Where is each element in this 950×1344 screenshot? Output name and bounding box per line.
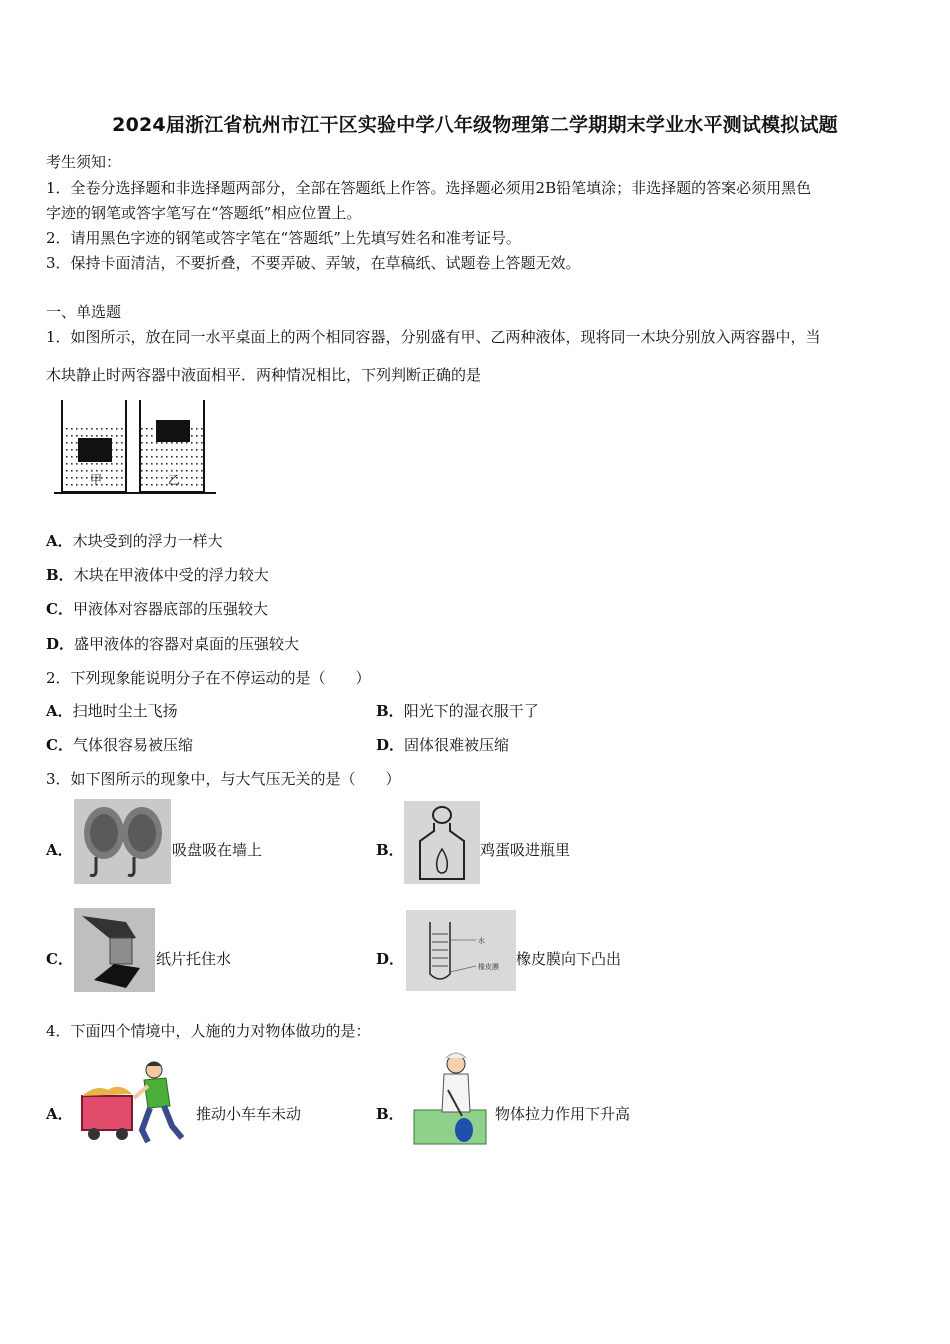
option-text: 气体很容易被压缩 [72, 736, 193, 754]
suction-hook-image [74, 799, 171, 884]
q3-option-b-text: 鸡蛋吸进瓶里 [480, 841, 571, 859]
option-letter: A． [46, 702, 73, 720]
q3-stem: 3．如下图所示的现象中，与大气压无关的是（ ） [46, 770, 401, 788]
q1-label-right: 乙 [168, 473, 181, 487]
q1-option-d[interactable] [46, 634, 299, 654]
q1-label-left: 甲 [90, 473, 103, 487]
option-letter: A． [46, 532, 73, 550]
membrane-label: 橡皮膜 [478, 963, 499, 971]
water-label: 水 [478, 937, 485, 945]
push-cart-image [78, 1058, 190, 1146]
option-text: 固体很难被压缩 [404, 736, 510, 754]
option-text: 甲液体对容器底部的压强较大 [72, 600, 268, 618]
option-text: 木块在甲液体中受的浮力较大 [73, 566, 269, 584]
q1-block-left [78, 438, 112, 462]
q3-option-b-letter[interactable] [376, 840, 404, 860]
q2-stem: 2．下列现象能说明分子在不停运动的是（ ） [46, 669, 371, 687]
q4-option-b-text: 物体拉力作用下升高 [495, 1105, 631, 1123]
q1-stem-line-2: 木块静止时两容器中液面相平．两种情况相比，下列判断正确的是 [46, 366, 482, 384]
q3-option-c-text: 纸片托住水 [156, 950, 232, 968]
q3-option-a-text: 吸盘吸在墙上 [172, 841, 263, 859]
notice-line-1: 1．全卷分选择题和非选择题两部分，全部在答题纸上作答。选择题必须用2B铅笔填涂；非选择题的答案必须用黑色 [46, 179, 812, 197]
page-title: 2024届浙江省杭州市江干区实验中学八年级物理第二学期期末学业水平测试模拟试题 [112, 114, 838, 136]
q3-option-d-text: 橡皮膜向下凸出 [516, 950, 622, 968]
q1-option-c[interactable] [46, 599, 268, 619]
q1-block-right [156, 420, 190, 442]
q1-containers-figure [50, 398, 220, 502]
q2-option-b[interactable] [376, 701, 539, 721]
lift-object-image [412, 1050, 490, 1146]
section-heading: 一、单选题 [46, 303, 122, 321]
q3-option-c-letter[interactable] [46, 949, 73, 969]
q3-option-a-letter[interactable] [46, 840, 73, 860]
egg-bottle-image [404, 801, 480, 884]
option-letter: B． [376, 841, 404, 859]
membrane-tube-image [406, 910, 516, 991]
option-text: 盛甲液体的容器对桌面的压强较大 [74, 635, 300, 653]
paper-water-image [74, 908, 155, 992]
option-text: 扫地时尘土飞扬 [72, 702, 178, 720]
option-letter: A． [46, 841, 73, 859]
q4-option-a-letter[interactable] [46, 1104, 73, 1124]
option-letter: A． [46, 1105, 73, 1123]
q1-option-b[interactable] [46, 565, 269, 585]
option-letter: B． [46, 566, 74, 584]
q1-option-a[interactable] [46, 531, 223, 551]
q4-stem: 4．下面四个情境中，人施的力对物体做功的是： [46, 1022, 371, 1040]
q2-option-d[interactable] [376, 735, 509, 755]
option-letter: B． [376, 702, 404, 720]
option-text: 阳光下的湿衣服干了 [403, 702, 539, 720]
notice-line-2: 字迹的钢笔或答字笔写在“答题纸”相应位置上。 [46, 204, 362, 222]
option-letter: C． [46, 736, 73, 754]
q2-option-a[interactable] [46, 701, 178, 721]
q1-stem-line-1: 1．如图所示，放在同一水平桌面上的两个相同容器，分别盛有甲、乙两种液体，现将同一木块分别放入两容器中，当 [46, 328, 821, 346]
notice-heading: 考生须知： [46, 153, 122, 171]
q4-option-b-letter[interactable] [376, 1104, 404, 1124]
option-letter: C． [46, 950, 73, 968]
option-letter: D． [46, 635, 75, 653]
option-letter: D． [376, 950, 405, 968]
option-letter: D． [376, 736, 405, 754]
q2-option-c[interactable] [46, 735, 193, 755]
option-letter: C． [46, 600, 73, 618]
q3-option-d-letter[interactable] [376, 949, 404, 969]
option-letter: B． [376, 1105, 404, 1123]
q4-option-a-text: 推动小车车未动 [196, 1105, 302, 1123]
notice-line-4: 3．保持卡面清洁，不要折叠，不要弄破、弄皱，在草稿纸、试题卷上答题无效。 [46, 254, 581, 272]
notice-line-3: 2．请用黑色字迹的钢笔或答字笔在“答题纸”上先填写姓名和准考证号。 [46, 229, 521, 247]
option-text: 木块受到的浮力一样大 [72, 532, 223, 550]
